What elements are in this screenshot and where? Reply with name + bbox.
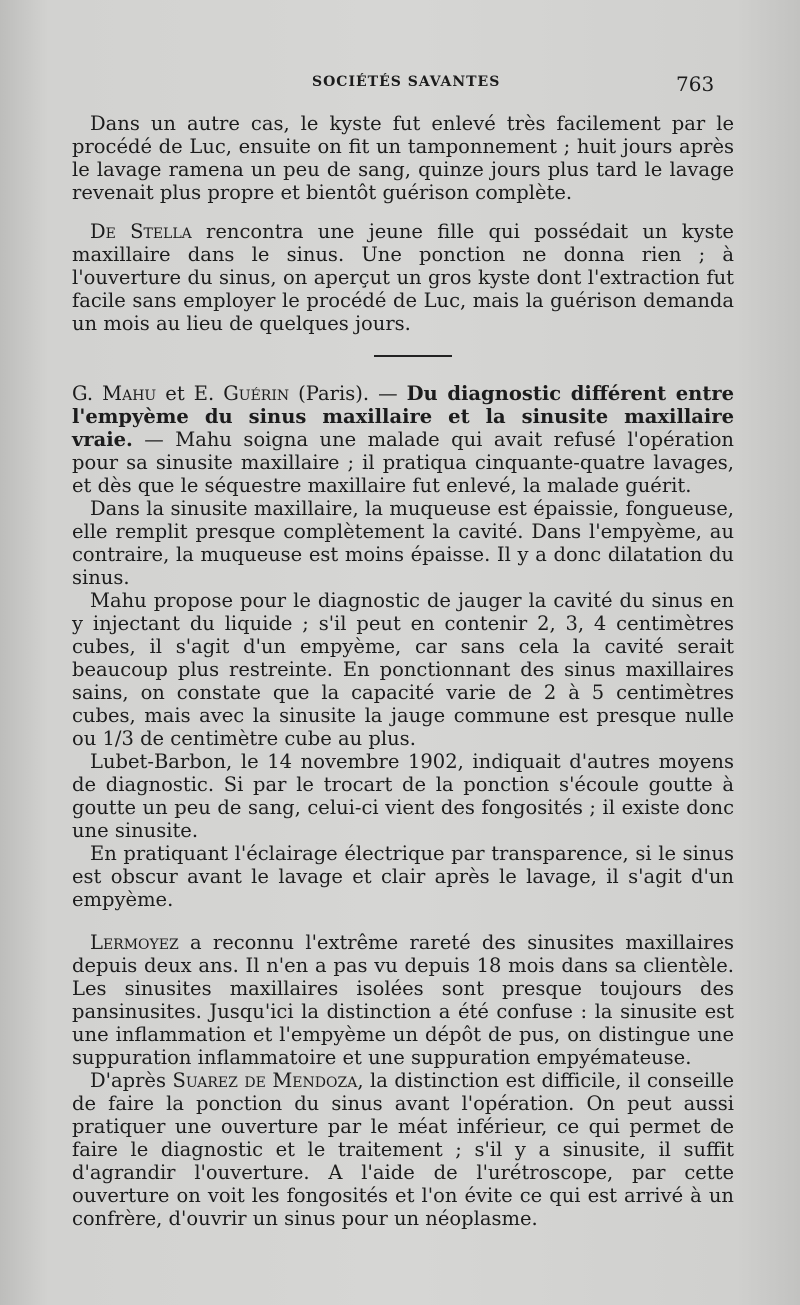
paragraph-muqueuse: Dans la sinusite maxillaire, la muqueuse est épaissie, fongueuse, elle remplit presque complètement la cavité. Dans l'empyème, au contraire, la muqueuse est moins épaisse. Il y a donc dilatation du sinus.	[72, 497, 734, 589]
paragraph-jauge: Mahu propose pour le diagnostic de jauger la cavité du sinus en y injectant du liquide ; s'il peut en contenir 2, 3, 4 centimètres cubes, il s'agit d'un empyème, car sans cela la cavité serait beaucoup plus restreinte. En ponctionnant des sinus maxillaires sains, on constate que la capacité varie de 2 à 5 centimètres cubes, mais avec la sinusite la jauge commune est presque nulle ou 1/3 de centimètre cube au plus.	[72, 589, 734, 750]
paragraph-text: , la distinction est difficile, il conseille de faire la ponction du sinus avant l'opération. On peut aussi pratiquer une ouverture par le méat inférieur, ce qui permet de faire le diagnostic et le traitement ; s'il y a sinusite, il suffit d'agrandir l'ouverture. A l'aide de l'urétroscope, par cette ouverture on voit les fongosités et l'on évite ce qui est arrivé à un confrère, d'ouvrir un sinus pour un néoplasme.	[72, 1069, 734, 1230]
paragraph-lubet-barbon: Lubet-Barbon, le 14 novembre 1902, indiquait d'autres moyens de diagnostic. Si par le trocart de la ponction s'écoule goutte à goutte un peu de sang, celui-ci vient des fongosités ; il existe donc une sinusite.	[72, 750, 734, 842]
paragraph-prefix: D'après	[90, 1069, 173, 1092]
page-body	[72, 112, 734, 1230]
paragraph-lermoyez	[72, 931, 734, 1069]
author-name: Guérin	[223, 382, 290, 405]
article-title: Du diagnostic différent entre l'empyème du sinus maxillaire et la sinusite maxillaire vraie.	[72, 382, 735, 451]
running-head: SOCIÉTÉS SAVANTES	[312, 74, 501, 90]
paragraph-text: — Mahu soigna une malade qui avait refusé l'opération pour sa sinusite maxillaire ; il pratiqua cinquante-quatre lavages, et dès que le séquestre maxillaire fut enlevé, la malade guérit.	[72, 428, 734, 497]
paragraph-suarez-de-mendoza	[72, 1069, 734, 1230]
author-initial: G.	[72, 382, 103, 405]
paragraph-de-stella	[72, 220, 734, 335]
author-name: Lermoyez	[90, 931, 179, 954]
page-number: 763	[676, 72, 715, 96]
page-header	[0, 70, 800, 100]
author-name: Suarez de Mendoza	[172, 1069, 358, 1092]
paragraph-kyste-luc: Dans un autre cas, le kyste fut enlevé très facilement par le procédé de Luc, ensuite on fit un tamponnement ; huit jours après le lavage ramena un peu de sang, quinze jours plus tard le lavage revenait plus propre et bientôt guérison complète.	[72, 112, 734, 204]
paragraph-text: rencontra une jeune fille qui possédait un kyste maxillaire dans le sinus. Une ponction ne donna rien ; à l'ouverture du sinus, on aperçut un gros kyste dont l'extraction fut facile sans employer le procédé de Luc, mais la guérison demanda un mois au lieu de quelques jours.	[72, 220, 734, 335]
author-name: Mahu	[102, 382, 157, 405]
author-place: (Paris). —	[289, 382, 407, 405]
author-name: De Stella	[90, 220, 192, 243]
section-divider	[374, 355, 452, 357]
paragraph-text: a reconnu l'extrême rareté des sinusites maxillaires depuis deux ans. Il n'en a pas vu depuis 18 mois dans sa clientèle. Les sinusites maxillaires isolées sont presque toujours des pansinusites. Jusqu'ici la distinction a été confuse : la sinusite est une inflammation et l'empyème un dépôt de pus, on distingue une suppuration inflammatoire et une suppuration empyémateuse.	[72, 931, 734, 1069]
paragraph-eclairage: En pratiquant l'éclairage électrique par transparence, si le sinus est obscur avant le lavage et clair après le lavage, il s'agit d'un empyème.	[72, 842, 734, 911]
author-conjunction: et E.	[156, 382, 224, 405]
paragraph-mahu-guerin	[72, 382, 734, 497]
